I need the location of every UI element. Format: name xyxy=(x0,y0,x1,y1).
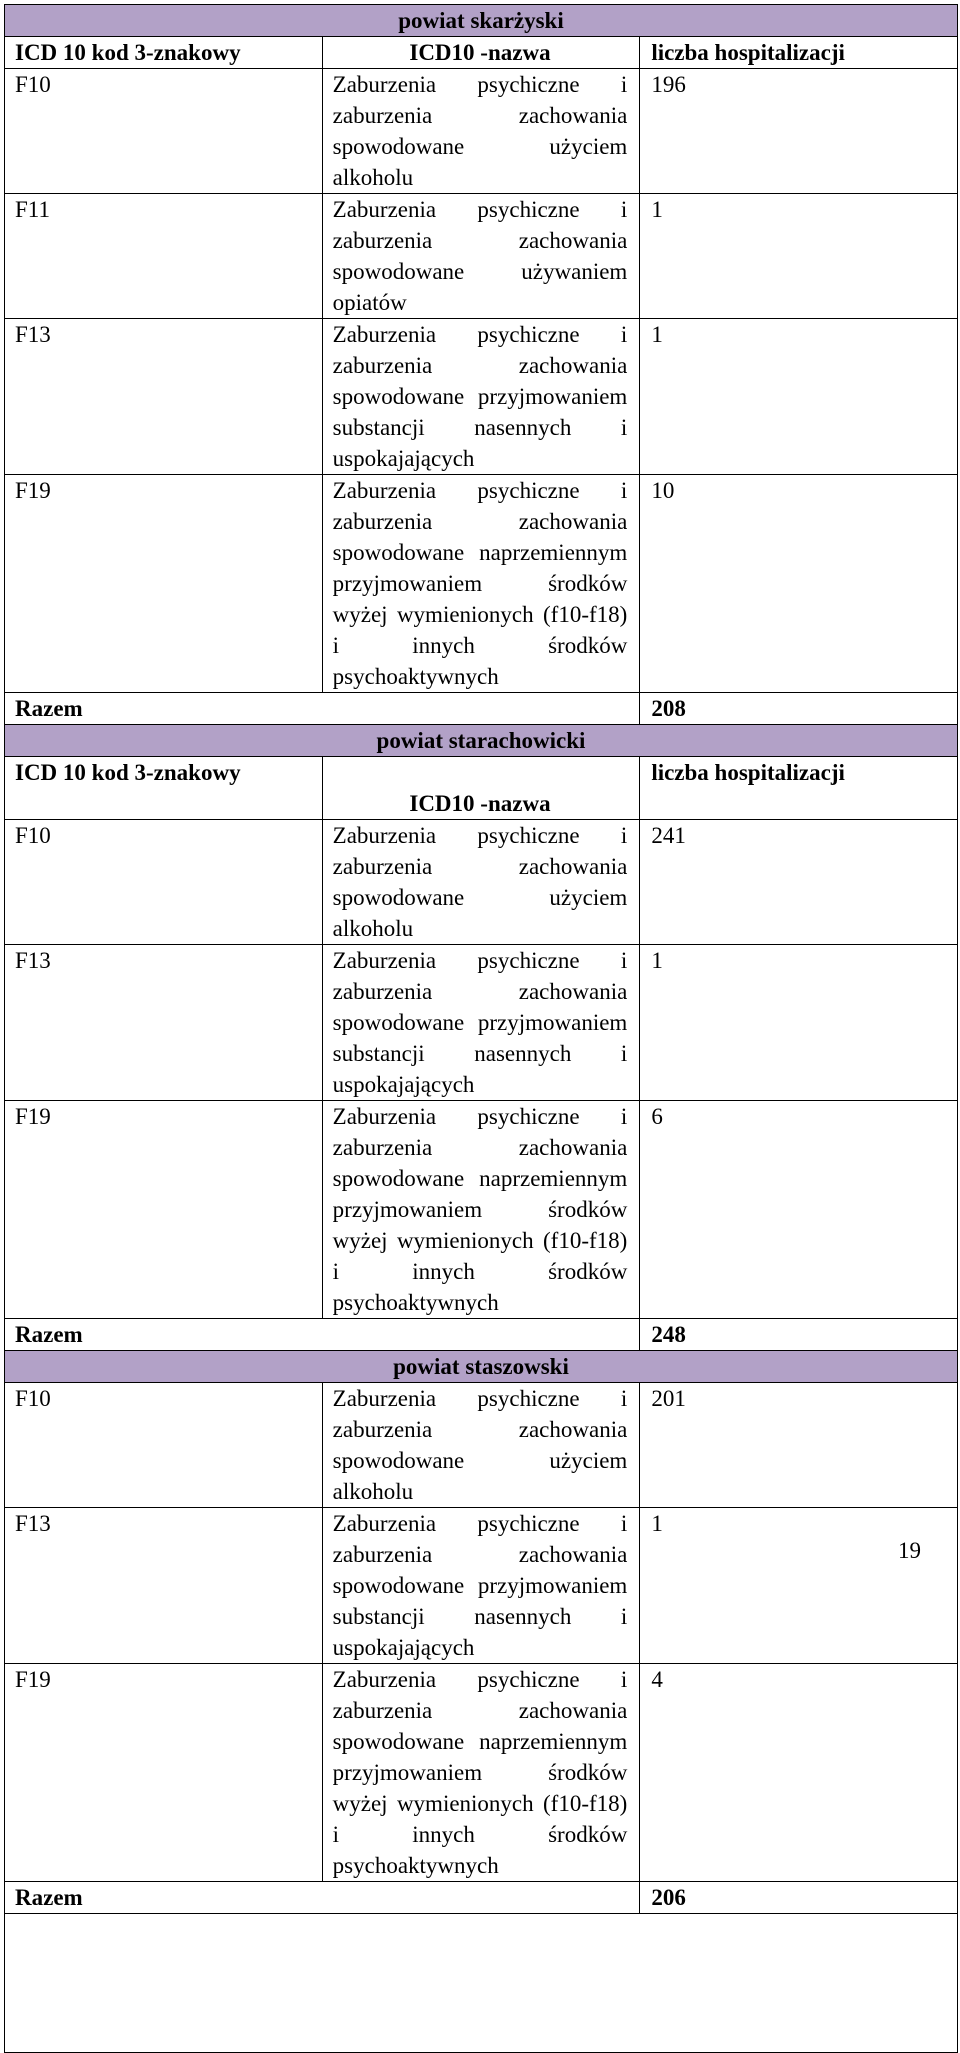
icd-code: F11 xyxy=(5,194,323,319)
table-row xyxy=(5,319,958,475)
powiat-name: powiat skarżyski xyxy=(5,5,958,37)
icd-name: Zaburzenia psychiczne i zaburzenia zachowania spowodowane naprzemiennym przyjmowaniem środków wyżej wymienionych (f10-f18) i innych środków psychoaktywnych xyxy=(322,475,640,693)
table-row xyxy=(5,945,958,1101)
column-header-name: ICD10 -nazwa xyxy=(322,757,640,820)
icd-code: F13 xyxy=(5,945,323,1101)
total-value: 248 xyxy=(640,1319,958,1351)
column-header-code: ICD 10 kod 3-znakowy xyxy=(5,37,323,69)
icd-name: Zaburzenia psychiczne i zaburzenia zachowania spowodowane przyjmowaniem substancji nasennych i uspokajających xyxy=(322,319,640,475)
total-row xyxy=(5,1882,958,1914)
icd-name: Zaburzenia psychiczne i zaburzenia zachowania spowodowane przyjmowaniem substancji nasennych i uspokajających xyxy=(322,1508,640,1664)
document-page xyxy=(4,4,958,2053)
hospitalization-count: 201 xyxy=(640,1383,958,1508)
powiat-name: powiat staszowski xyxy=(5,1351,958,1383)
total-label: Razem xyxy=(5,693,640,725)
column-header-code: ICD 10 kod 3-znakowy xyxy=(5,757,323,820)
table-row xyxy=(5,1383,958,1508)
page-number: 19 xyxy=(898,1538,921,1563)
total-row xyxy=(5,693,958,725)
icd-code: F10 xyxy=(5,1383,323,1508)
total-value: 206 xyxy=(640,1882,958,1914)
icd-code: F13 xyxy=(5,1508,323,1664)
column-header-count: liczba hospitalizacji xyxy=(640,757,958,820)
total-label: Razem xyxy=(5,1882,640,1914)
column-header-name: ICD10 -nazwa xyxy=(322,37,640,69)
hospitalization-count: 1 xyxy=(640,194,958,319)
icd-name: Zaburzenia psychiczne i zaburzenia zachowania spowodowane naprzemiennym przyjmowaniem środków wyżej wymienionych (f10-f18) i innych środków psychoaktywnych xyxy=(322,1664,640,1882)
icd-name: Zaburzenia psychiczne i zaburzenia zachowania spowodowane użyciem alkoholu xyxy=(322,1383,640,1508)
icd-name: Zaburzenia psychiczne i zaburzenia zachowania spowodowane przyjmowaniem substancji nasennych i uspokajających xyxy=(322,945,640,1101)
hospitalization-count: 1 xyxy=(640,1508,958,1664)
hospitalization-count: 1 xyxy=(640,319,958,475)
table-row xyxy=(5,1101,958,1319)
table-row xyxy=(5,820,958,945)
icd-code: F10 xyxy=(5,820,323,945)
table-row xyxy=(5,475,958,693)
hospitalization-count: 241 xyxy=(640,820,958,945)
table-row xyxy=(5,69,958,194)
hospitalization-count: 10 xyxy=(640,475,958,693)
icd-code: F13 xyxy=(5,319,323,475)
powiat-name: powiat starachowicki xyxy=(5,725,958,757)
table-row xyxy=(5,1508,958,1664)
hospitalization-count: 1 xyxy=(640,945,958,1101)
icd-name: Zaburzenia psychiczne i zaburzenia zachowania spowodowane użyciem alkoholu xyxy=(322,69,640,194)
total-label: Razem xyxy=(5,1319,640,1351)
section-header-row xyxy=(5,725,958,757)
column-header-count: liczba hospitalizacji xyxy=(640,37,958,69)
icd-code: F10 xyxy=(5,69,323,194)
hospitalization-count: 6 xyxy=(640,1101,958,1319)
total-row xyxy=(5,1319,958,1351)
empty-row xyxy=(5,1914,958,2053)
icd-code: F19 xyxy=(5,1101,323,1319)
hospitalization-count: 4 xyxy=(640,1664,958,1882)
icd-name: Zaburzenia psychiczne i zaburzenia zachowania spowodowane naprzemiennym przyjmowaniem środków wyżej wymienionych (f10-f18) i innych środków psychoaktywnych xyxy=(322,1101,640,1319)
column-header-row xyxy=(5,757,958,820)
section-header-row xyxy=(5,5,958,37)
total-value: 208 xyxy=(640,693,958,725)
column-header-row xyxy=(5,37,958,69)
icd-name: Zaburzenia psychiczne i zaburzenia zachowania spowodowane użyciem alkoholu xyxy=(322,820,640,945)
section-header-row xyxy=(5,1351,958,1383)
icd-name: Zaburzenia psychiczne i zaburzenia zachowania spowodowane używaniem opiatów xyxy=(322,194,640,319)
empty-cell xyxy=(5,1914,958,2053)
hospitalization-table xyxy=(4,4,958,2053)
icd-code: F19 xyxy=(5,475,323,693)
table-row xyxy=(5,194,958,319)
icd-code: F19 xyxy=(5,1664,323,1882)
hospitalization-count: 196 xyxy=(640,69,958,194)
table-row xyxy=(5,1664,958,1882)
